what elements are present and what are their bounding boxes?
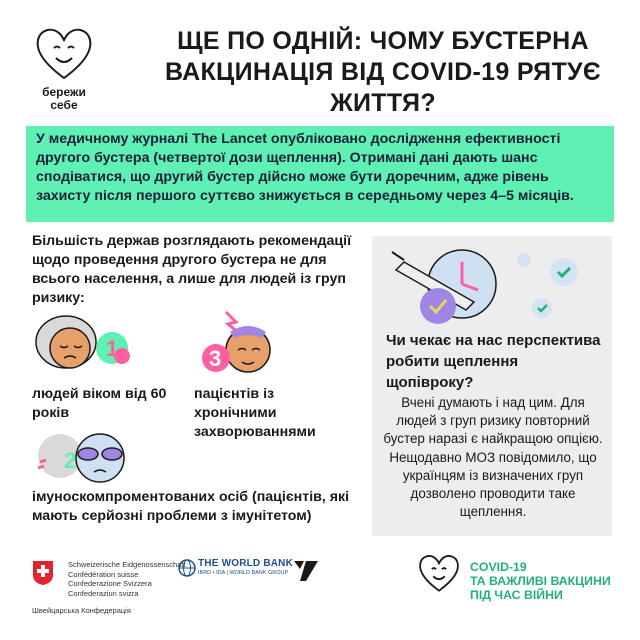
page-title: ЩЕ ПО ОДНІЙ: ЧОМУ БУСТЕРНА ВАКЦИНАЦІЯ ВІД COVID-19 РЯТУЄ ЖИТТЯ? (165, 27, 601, 117)
lead-text: Більшість держав розглядають рекомендації щодо проведення другого бустера не для всього населення, а лише для людей із груп ризику: (32, 233, 352, 306)
group-1-number: 1 (106, 336, 119, 361)
world-bank-globe-icon (178, 559, 196, 577)
swiss-subtitle: Швейцарська Конфедерація (32, 606, 131, 615)
partner-mark-icon (292, 557, 320, 583)
info-panel (372, 236, 612, 536)
immuno-patient-illustration (30, 424, 140, 490)
elderly-face-illustration (30, 308, 140, 380)
swiss-line-4: Confederaziun svizra (68, 588, 139, 598)
footer-tagline (470, 560, 630, 602)
logo-line2: себе (50, 98, 78, 112)
syringe-clock-icon (386, 242, 602, 328)
world-bank-subtitle: IBRD • IDA | WORLD BANK GROUP (198, 570, 289, 576)
group-3-number: 3 (209, 346, 222, 371)
brand-logo (24, 20, 104, 110)
heart-face-icon (416, 549, 462, 595)
swiss-line-2: Confédération suisse (68, 569, 139, 579)
chronic-patient-illustration (196, 308, 296, 382)
heart-face-icon (32, 20, 96, 84)
group-3-text: пацієнтів із хронічними захворюваннями (194, 386, 316, 440)
swiss-line-3: Confederazione Svizzera (68, 579, 152, 588)
logo-line1: бережи (42, 85, 86, 99)
panel-question: Чи чекає на нас перспектива робити щеплення щопівроку? (386, 332, 601, 391)
tagline-line-2: ТА ВАЖЛИВІ ВАКЦИНИ (470, 574, 611, 588)
swiss-line-1: Schweizerische Eidgenossenschaft (68, 560, 186, 569)
swiss-flag-icon (32, 560, 54, 586)
tagline-line-3: ПІД ЧАС ВІЙНИ (470, 588, 563, 602)
world-bank-title: THE WORLD BANK (198, 558, 294, 569)
world-bank-logo (178, 557, 294, 587)
group-2-number: 2 (64, 448, 77, 473)
tagline-line-1: COVID-19 (470, 560, 527, 574)
group-2-text: імунoскомпрoментованих осіб (пацієнтів, які мають серйозні проблеми з імунітетом) (32, 489, 350, 524)
panel-answer: Вчені думають і над цим. Для людей з груп ризику повторний бустер наразі є найкращою опцією. Нещодавно МОЗ повідомило, що українцям із визначених груп дозволено проводити таке щеплення. (383, 395, 603, 520)
group-1-text: людей віком від 60 років (32, 386, 167, 421)
intro-box: У медичному журналі The Lancet опубліковано дослідження ефективності другого бустера (четвертої дози щеплення). Отримані дані дають шанс сподіватися, що другий бустер дійсно може бути доречним, адже рівень захисту після першого суттєво знижується в середньому через 4–5 місяців. (26, 126, 614, 222)
